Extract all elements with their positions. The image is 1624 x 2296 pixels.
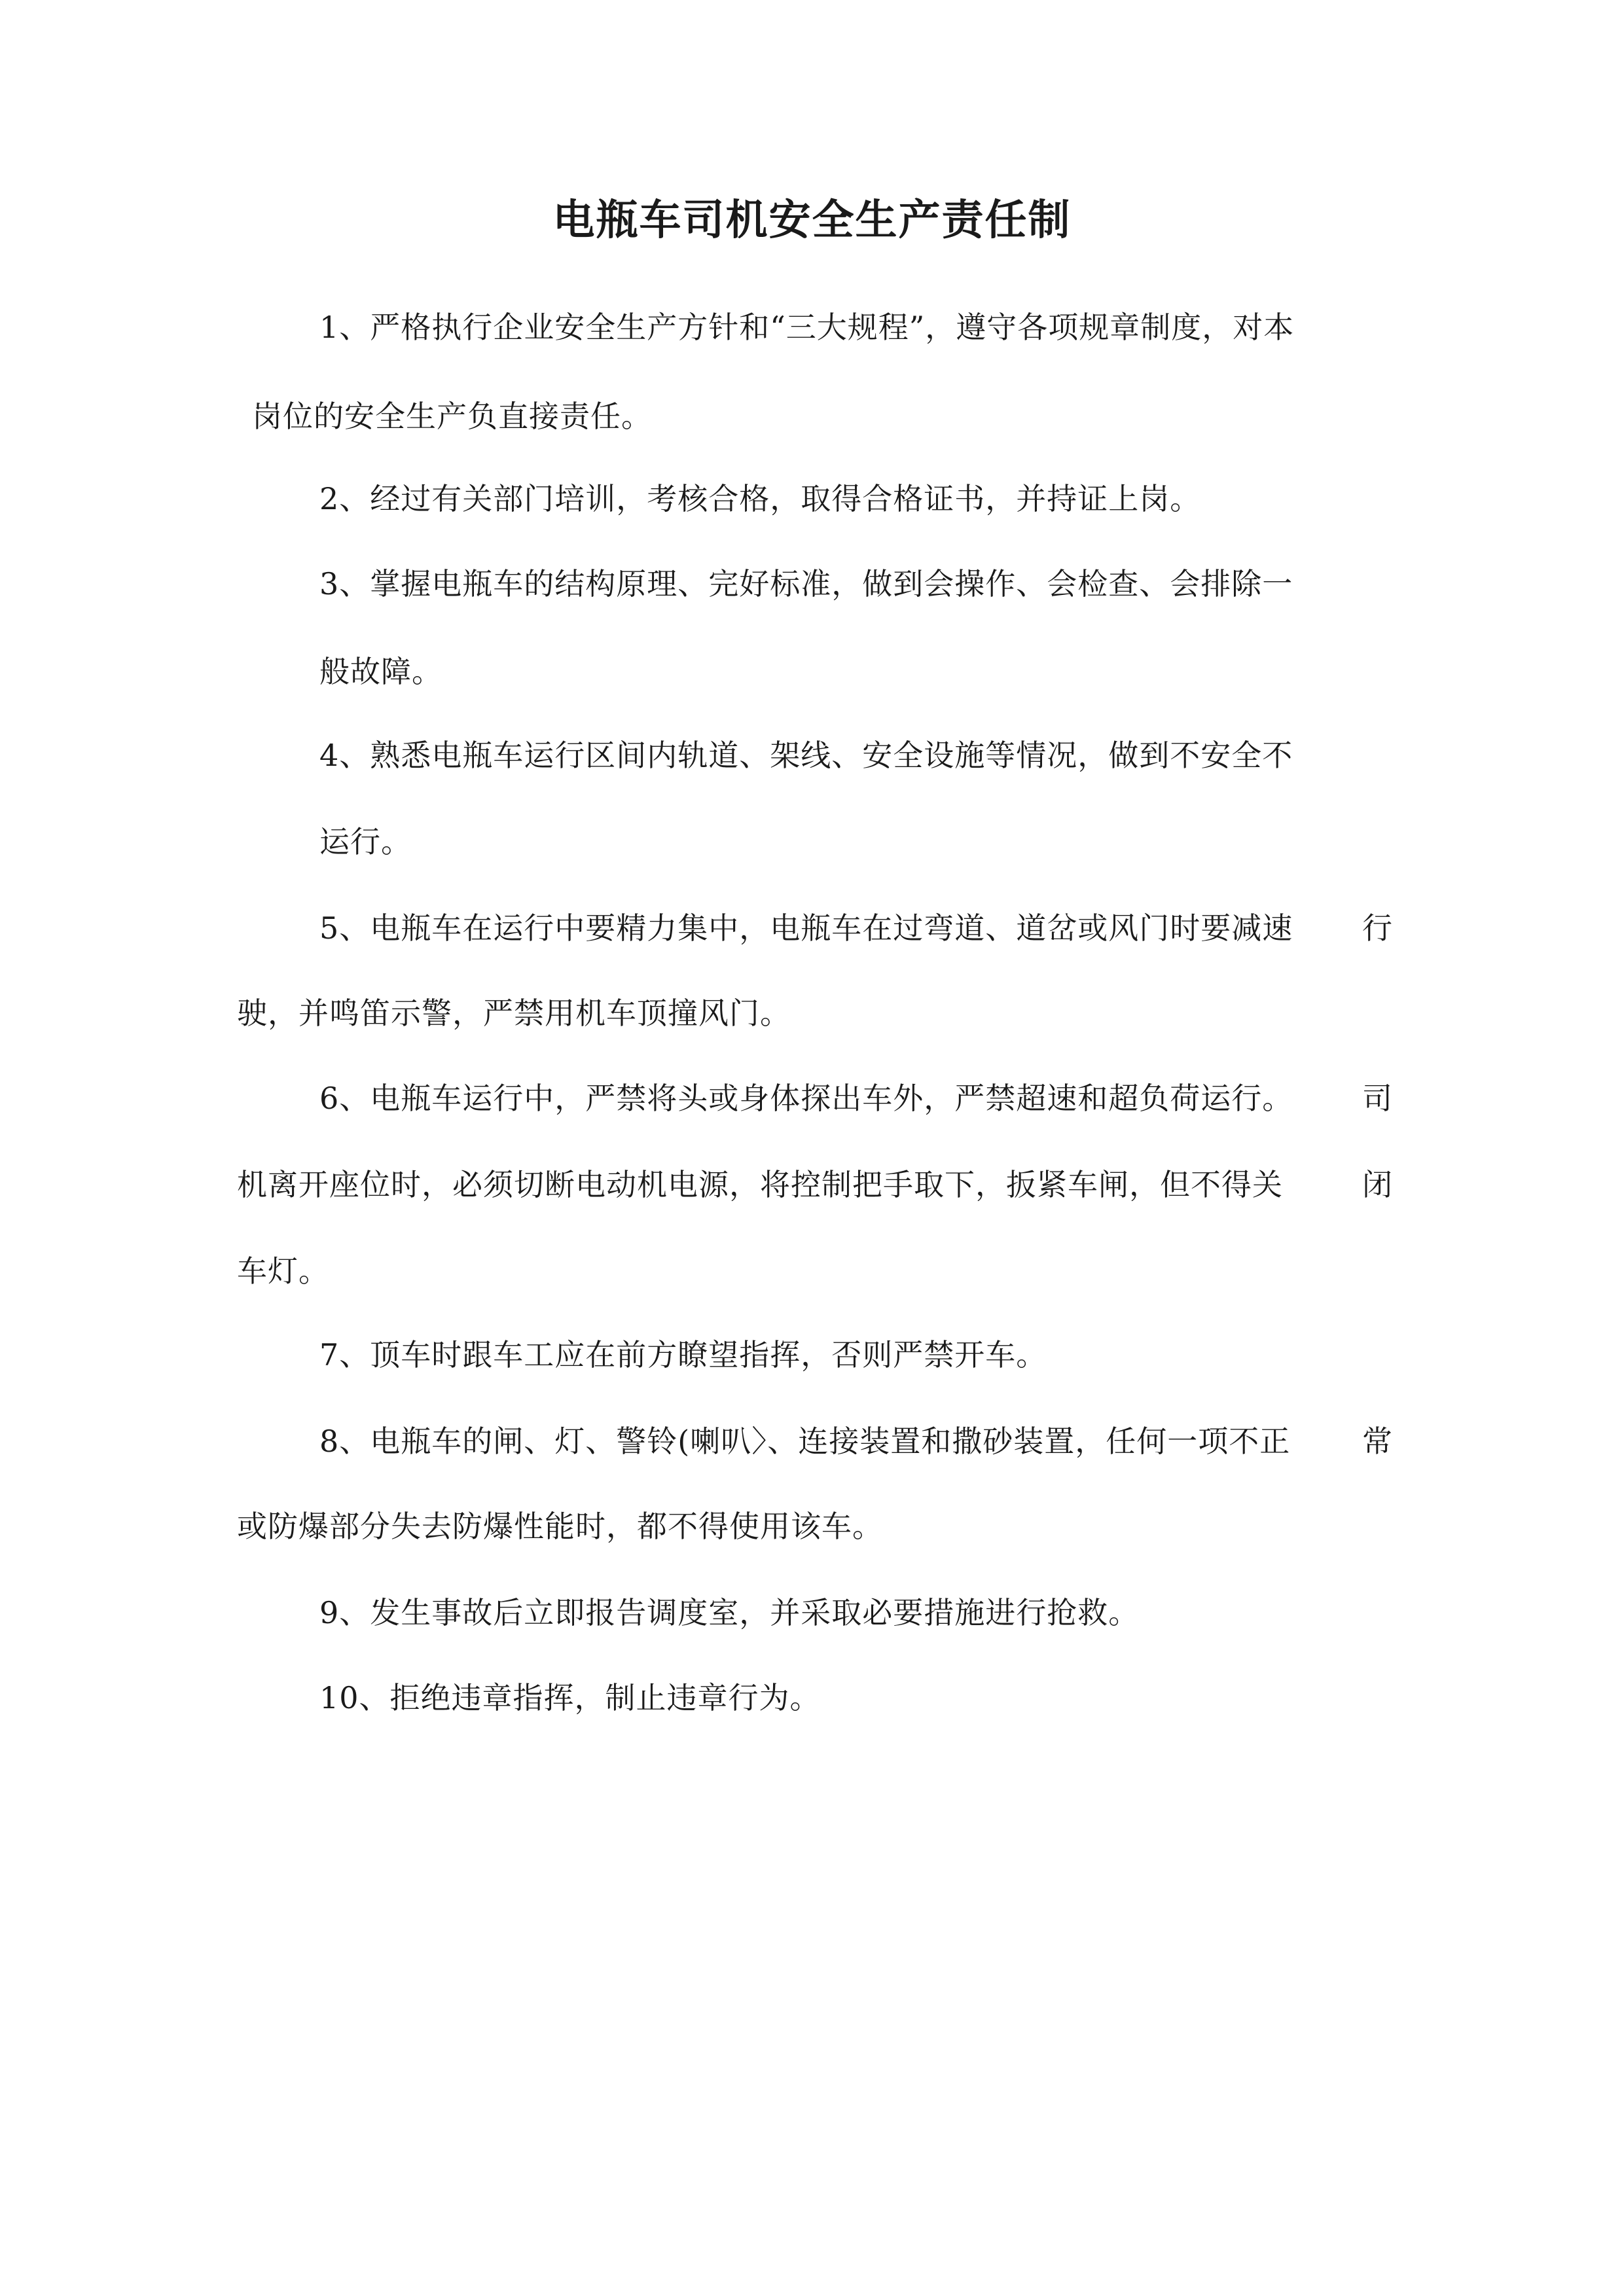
paragraph-4-line-2: 运行。 [319, 824, 412, 859]
paragraph-8-line-2: 或防爆部分失去防爆性能时，都不得使用该车。 [237, 1509, 883, 1544]
paragraph-6-line-2-text: 机离开座位时，必须切断电动机电源，将控制把手取下，扳紧车闸，但不得关 [237, 1167, 1283, 1202]
paragraph-5-line-1-end: 行 [1362, 910, 1393, 946]
paragraph-5-line-1 [319, 908, 1393, 948]
paragraph-6-line-1-text: 6、电瓶车运行中，严禁将头或身体探出车外，严禁超速和超负荷运行。 [319, 1081, 1293, 1116]
paragraph-5-line-2: 驶，并鸣笛示警，严禁用机车顶撞风门。 [237, 996, 791, 1031]
paragraph-5-line-1-text: 5、电瓶车在运行中要精力集中，电瓶车在过弯道、道岔或风门时要减速 [319, 910, 1293, 946]
paragraph-8-line-1-end: 常 [1362, 1424, 1393, 1459]
document-title: 电瓶车司机安全生产责任制 [552, 196, 1072, 245]
paragraph-1-line-2: 岗位的安全生产负直接责任。 [252, 399, 652, 434]
paragraph-6-line-1 [319, 1079, 1393, 1118]
paragraph-6-line-1-end: 司 [1362, 1081, 1393, 1116]
paragraph-9-line-1: 9、发生事故后立即报告调度室，并采取必要措施进行抢救。 [319, 1595, 1140, 1630]
paragraph-10-line-1: 10、拒绝违章指挥，制止违章行为。 [319, 1680, 821, 1715]
paragraph-6-line-3: 车灯。 [237, 1253, 329, 1289]
paragraph-6-line-2-end: 闭 [1362, 1167, 1393, 1202]
paragraph-8-line-1 [319, 1422, 1393, 1461]
paragraph-6-line-2 [237, 1165, 1393, 1204]
paragraph-1-line-1: 1、严格执行企业安全生产方针和“三大规程”，遵守各项规章制度，对本 [319, 310, 1295, 345]
paragraph-8-line-1-text: 8、电瓶车的闸、灯、警铃(喇叭〉、连接装置和撒砂装置，任何一项不正 [319, 1424, 1291, 1459]
paragraph-3-line-1: 3、掌握电瓶车的结构原理、完好标准，做到会操作、会检查、会排除一 [319, 566, 1293, 601]
paragraph-2-line-1: 2、经过有关部门培训，考核合格，取得合格证书，并持证上岗。 [319, 481, 1201, 516]
paragraph-4-line-1: 4、熟悉电瓶车运行区间内轨道、架线、安全设施等情况，做到不安全不 [319, 738, 1293, 773]
paragraph-7-line-1: 7、顶车时跟车工应在前方瞭望指挥，否则严禁开车。 [319, 1337, 1047, 1372]
paragraph-3-line-2: 般故障。 [319, 654, 442, 689]
